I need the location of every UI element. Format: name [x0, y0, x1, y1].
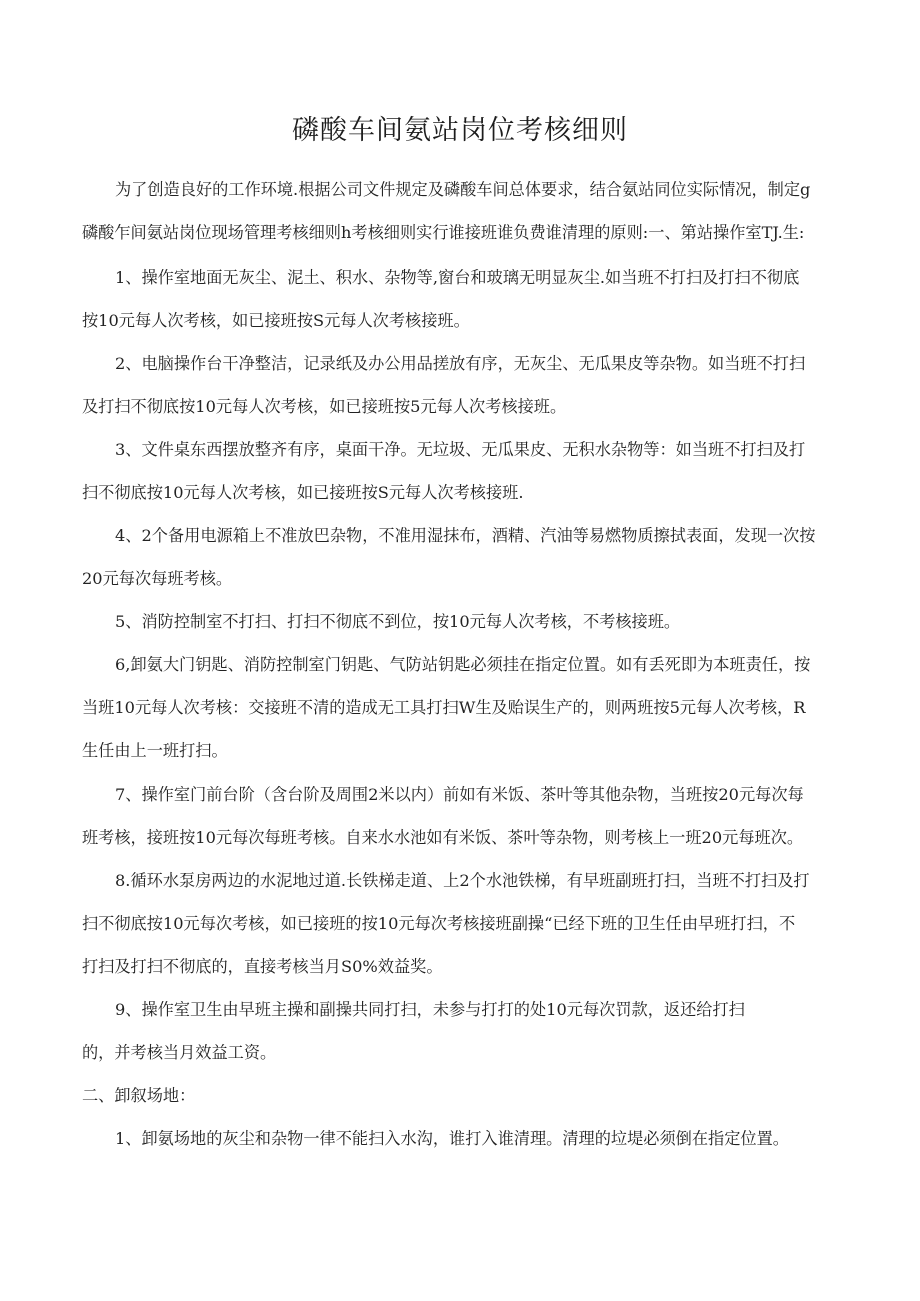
- section-heading: 二、卸叙场地：: [82, 1086, 196, 1105]
- text-line: 为了创造良好的工作环境.根据公司文件规定及磷酸车间总体要求，结合氨站同位实际情况，制定g: [115, 180, 811, 199]
- text-line: 2、电脑操作台干净整洁，记录纸及办公用品搓放有序，无灰尘、无瓜果皮等杂物。如当班不打扫: [115, 354, 806, 373]
- text-line: 扫不彻底按10元每次考核，如已接班的按10元每次考核接班副操“已经下班的卫生任由早班打扫，不: [82, 914, 796, 933]
- text-line: 3、文件桌东西摆放整齐有序，桌面干净。无垃圾、无瓜果皮、无积水杂物等：如当班不打扫及打: [115, 440, 806, 459]
- document-title: 磷酸车间氨站岗位考核细则: [292, 115, 628, 146]
- text-line: 8.循环水泵房两边的水泥地过道.长铁梯走道、上2个水池铁梯，有早班副班打扫，当班不打扫及打: [115, 871, 810, 890]
- text-line: 打扫及打扫不彻底的，直接考核当月S0%效益奖。: [82, 957, 443, 976]
- text-line: 6,卸氨大门钥匙、消防控制室门钥匙、气防站钥匙必须挂在指定位置。如有丢死即为本班责任，按: [115, 655, 811, 674]
- text-line: 当班10元每人次考核：交接班不清的造成无工具打扫W生及贻误生产的，则两班按5元每人次考核，R: [82, 698, 806, 717]
- text-line: 扫不彻底按10元每人次考核，如已接班按S元每人次考核接班.: [82, 483, 524, 502]
- text-line: 班考核，接班按10元每次每班考核。自来水水池如有米饭、茶叶等杂物，则考核上一班20元每班次。: [82, 828, 804, 847]
- text-line: 按10元每人次考核，如已接班按S元每人次考核接班。: [82, 311, 470, 330]
- text-line: 9、操作室卫生由早班主操和副操共同打扫，未参与打打的处10元每次罚款，返还给打扫: [115, 1000, 745, 1019]
- text-line: 7、操作室门前台阶（含台阶及周围2米以内）前如有米饭、茶叶等其他杂物，当班按20元每次每: [115, 785, 804, 804]
- text-line: 4、2个备用电源箱上不准放巴杂物，不准用湿抹布，酒精、汽油等易燃物质擦拭表面，发现一次按: [115, 526, 816, 545]
- text-line: 1、卸氨场地的灰尘和杂物一律不能扫入水沟，谁打入谁清理。清理的垃堤必须倒在指定位置。: [115, 1129, 789, 1148]
- text-line: 的，并考核当月效益工资。: [82, 1043, 277, 1062]
- text-line: 磷酸乍间氨站岗位现场管理考核细则h考核细则实行谁接班谁负费谁清理的原则:一、第站操作室TJ.生:: [82, 223, 805, 242]
- text-line: 生任由上一班打扫。: [82, 741, 228, 760]
- text-line: 及打扫不彻底按10元每人次考核，如已接班按5元每人次考核接班。: [82, 397, 567, 416]
- text-line: 1、操作室地面无灰尘、泥土、积水、杂物等,窗台和玻璃无明显灰尘.如当班不打扫及打扫不彻底: [115, 268, 800, 287]
- text-line: 20元每次每班考核。: [82, 569, 233, 588]
- text-line: 5、消防控制室不打扫、打扫不彻底不到位，按10元每人次考核，不考核接班。: [115, 612, 681, 631]
